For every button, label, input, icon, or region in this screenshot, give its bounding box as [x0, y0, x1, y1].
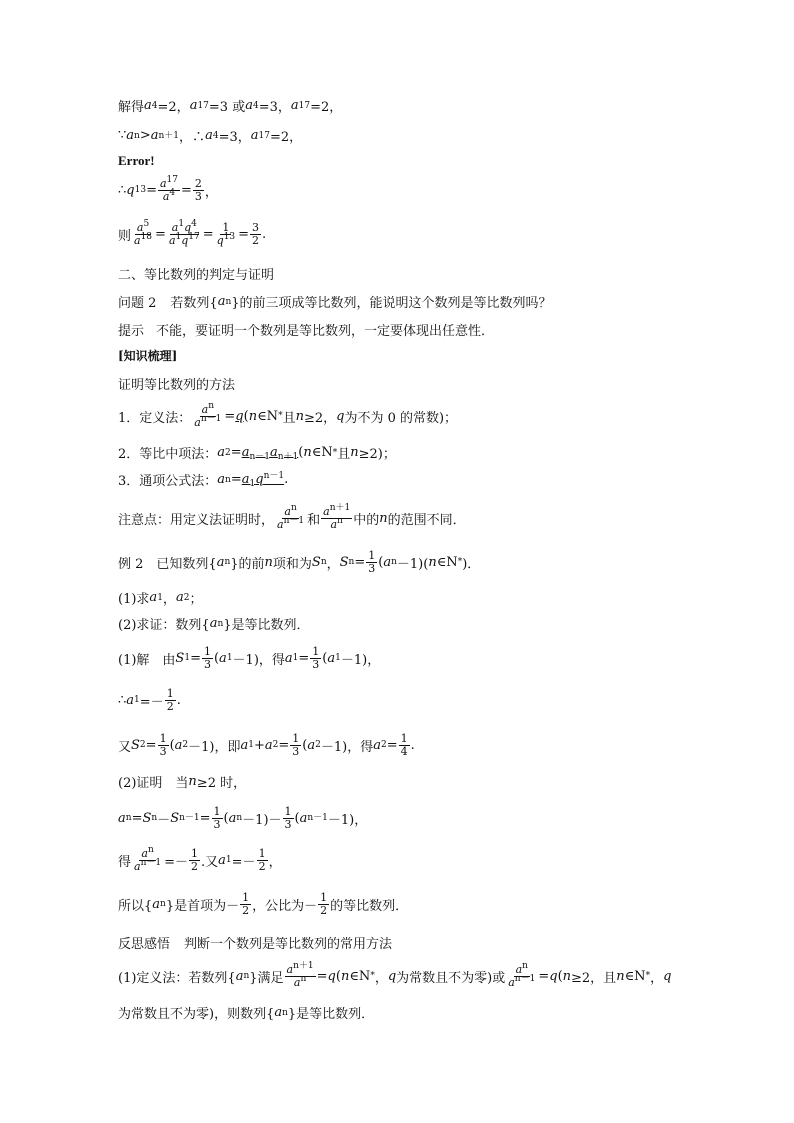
fraction: $\frac{1}{3}$	[203, 645, 211, 671]
fraction: $\frac{a^1q^4}{a^1q^{17}}$	[168, 219, 200, 247]
fraction: $\frac{a^n}{a^{n-1}}$	[277, 503, 305, 531]
fraction: $\frac{1}{4}$	[400, 732, 408, 758]
reflection-label: 反思感悟	[118, 937, 171, 952]
fraction: $\frac{a^n}{a^{n-1}}$	[508, 961, 536, 989]
example-2: 例 2 已知数列{ a n }的前 n 项和为 S n ， S n = $\frac{1}{3}$ ( a n －1)( n ∈N * )．	[118, 549, 481, 575]
fraction: $\frac{1}{q^{13}}$	[216, 221, 236, 247]
hint-text: 不能，要证明一个数列是等比数列，一定要体现出任意性．	[156, 324, 495, 339]
error-text: Error!	[118, 153, 155, 168]
note: 注意点：用定义法证明时， $\frac{a^n}{a^{n-1}}$ 和 $\frac{a^{n+1}}{a^n}$ 中的 n 的范围不同．	[118, 503, 466, 531]
definition-method-line-2: 为常数且不为零)，则数列{ a n }是等比数列．	[118, 1005, 375, 1022]
text-line-monotonic: ∵ a n > a n＋1 ，∴ a 4 =3， a 17 =2，	[118, 128, 303, 145]
fraction: $\frac{1}{2}$	[166, 687, 174, 713]
method-general-term: 3．通项公式法： a n = $a_1q^{n-1}$ .	[118, 471, 289, 489]
fraction: $\frac{2}{3}$	[194, 177, 202, 203]
knowledge-heading: [知识梳理]	[118, 349, 178, 363]
section-heading: 二、等比数列的判定与证明	[118, 268, 275, 283]
example-2-part-1: (1)求 a 1 ， a 2 ；	[118, 590, 203, 607]
fraction: $\frac{a^n}{a^{n-1}}$	[134, 845, 162, 873]
hint-label: 提示	[118, 324, 145, 339]
fraction: $\frac{a^5}{a^{18}}$	[134, 219, 153, 247]
proof-line-4: 所以{ a n }是首项为－ $\frac{1}{2}$ ，公比为－ $\frac{1}{2}$ 的等比数列．	[118, 891, 409, 917]
proof-line-1: (2)证明 当 n ≥2 时，	[118, 774, 247, 791]
question-2: 问题 2 若数列{ a n }的前三项成等比数列，能说明这个数列是等比数列吗？	[118, 294, 552, 311]
question-label: 问题 2	[118, 296, 157, 311]
method-definition: 1．定义法： $\frac{a^n}{a^{n-1}}$ = q ( n ∈N * 且 n ≥2， q 为不为 0 的常数)；	[118, 401, 458, 429]
proof-line-3: 得 $\frac{a^n}{a^{n-1}}$ =－ $\frac{1}{2}$ .又 a 1 =－ $\frac{1}{2}$ ，	[118, 845, 282, 873]
solution-line-2: ∴ a 1 =－ $\frac{1}{2}$ .	[118, 687, 181, 713]
fraction: $\frac{1}{2}$	[258, 847, 266, 873]
proof-line-2: a n = S n － S n－1 = $\frac{1}{3}$ ( a n －1)－ $\frac{1}{3}$ ( a n－1 －1)，	[118, 805, 368, 831]
hint	[118, 320, 494, 339]
fraction: $\frac{1}{2}$	[242, 891, 250, 917]
text-line-q13: ∴ q 13 = $\frac{a^{17}}{a^4}$ = $\frac{2}{3}$ ，	[118, 175, 218, 203]
text-line-solution-values: 解得 a 4 =2， a 17 =3 或 a 4 =3， a 17 =2，	[118, 98, 343, 115]
fraction: $\frac{1}{2}$	[320, 891, 328, 917]
fraction: $\frac{1}{3}$	[292, 732, 300, 758]
fraction: $\frac{1}{3}$	[312, 645, 320, 671]
fraction: $\frac{a^{n+1}}{a^n}$	[286, 961, 314, 989]
method-title: 证明等比数列的方法	[118, 378, 236, 393]
definition-method-line-1: (1)定义法：若数列{ a n }满足 $\frac{a^{n+1}}{a^n}$ = q ( n ∈N * ， q 为常数且不为零)或 $\frac{a^n}{a^{n-1}}$ = q ( n ≥2，且 n ∈N * ， q	[118, 961, 672, 989]
fraction: $\frac{1}{2}$	[191, 847, 199, 873]
fraction: $\frac{1}{3}$	[368, 549, 376, 575]
example-2-part-2: (2)求证：数列{ a n }是等比数列．	[118, 616, 310, 633]
solution-line-3: 又 S 2 = $\frac{1}{3}$ ( a 2 －1)，即 a 1 + a 2 = $\frac{1}{3}$ ( a 2 －1)，得 a 2 = $\frac{1}{4}$ .	[118, 732, 415, 758]
fraction: $\frac{1}{3}$	[159, 732, 167, 758]
fraction: $\frac{3}{2}$	[252, 221, 260, 247]
fraction: $\frac{1}{3}$	[284, 805, 292, 831]
fraction: $\frac{a^n}{a^{n-1}}$	[194, 401, 222, 429]
method-geometric-mean: 2．等比中项法： a 2 = $a_{n-1}a_{n+1}$ ( n ∈N * 且 n ≥2)；	[118, 445, 396, 462]
reflection-text: 判断一个数列是等比数列的常用方法	[184, 937, 393, 952]
reflection	[118, 933, 392, 952]
text-line-ratio: 则 $\frac{a^5}{a^{18}}$ = $\frac{a^1q^4}{a^1q^{17}}$ = $\frac{1}{q^{13}}$ = $\frac{3}{2}$ .	[118, 219, 267, 247]
solution-line-1: (1)解 由 S 1 = $\frac{1}{3}$ ( a 1 －1)，得 a 1 = $\frac{1}{3}$ ( a 1 －1)，	[118, 645, 381, 671]
fraction: $\frac{1}{3}$	[213, 805, 221, 831]
fraction: $\frac{a^{17}}{a^4}$	[159, 175, 178, 203]
fraction: $\frac{a^{n+1}}{a^n}$	[323, 503, 351, 531]
